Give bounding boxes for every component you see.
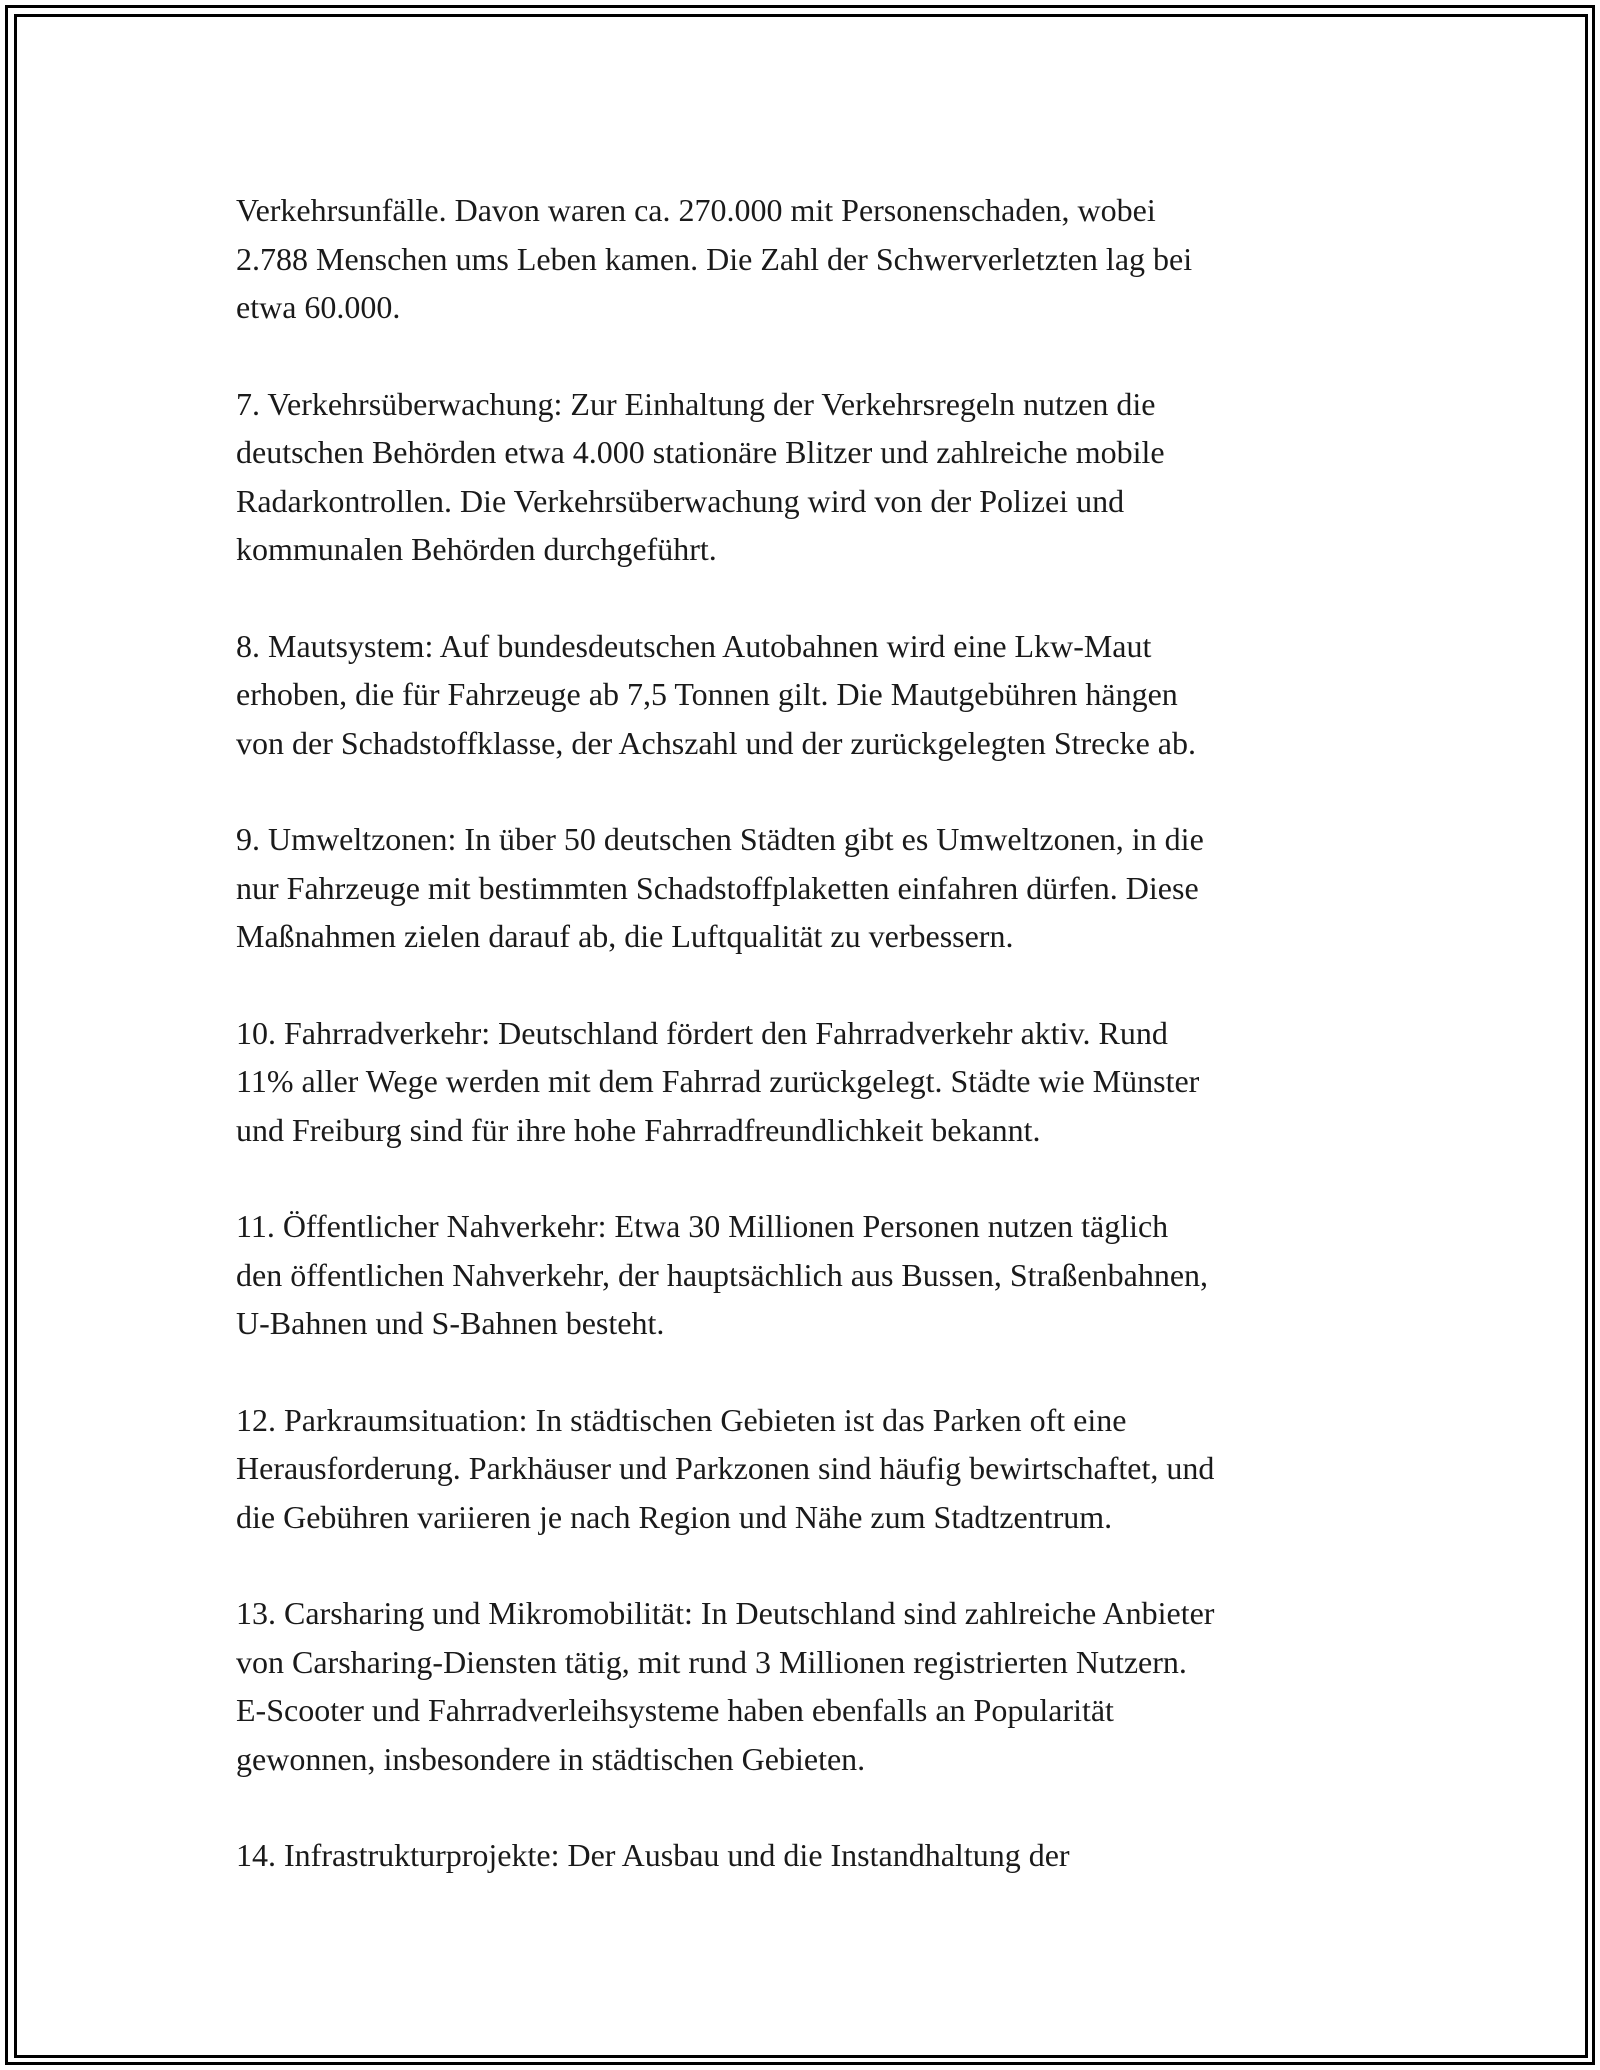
text-line: von der Schadstoffklasse, der Achszahl und der zurückgelegten Strecke ab. [236, 724, 1196, 761]
paragraph-environmental-zones [236, 815, 1376, 961]
text-line: gewonnen, insbesondere in städtischen Gebieten. [236, 1740, 866, 1777]
text-line: 7. Verkehrsüberwachung: Zur Einhaltung der Verkehrsregeln nutzen die [236, 385, 1156, 422]
text-line: 11% aller Wege werden mit dem Fahrrad zurückgelegt. Städte wie Münster [236, 1063, 1200, 1099]
text-line: kommunalen Behörden durchgeführt. [236, 531, 717, 567]
paragraph-carsharing [236, 1589, 1376, 1783]
text-line: 9. Umweltzonen: In über 50 deutschen Städten gibt es Umweltzonen, in die [236, 821, 1204, 857]
document-body [236, 186, 1376, 1928]
text-line: 2.788 Menschen ums Leben kamen. Die Zahl der Schwerverletzten lag bei [236, 240, 1193, 277]
paragraph-accidents [236, 186, 1376, 332]
text-line: und Freiburg sind für ihre hohe Fahrradfreundlichkeit bekannt. [236, 1111, 1041, 1148]
text-line: deutschen Behörden etwa 4.000 stationäre Blitzer und zahlreiche mobile [236, 434, 1165, 470]
text-line: von Carsharing-Diensten tätig, mit rund 3 Millionen registrierten Nutzern. [236, 1643, 1187, 1680]
text-line: etwa 60.000. [236, 289, 401, 325]
text-line: U-Bahnen und S-Bahnen besteht. [236, 1305, 665, 1341]
paragraph-bicycle-traffic [236, 1009, 1376, 1155]
text-line: 13. Carsharing und Mikromobilität: In Deutschland sind zahlreiche Anbieter [236, 1595, 1215, 1631]
paragraph-public-transport [236, 1202, 1376, 1348]
text-line: E-Scooter und Fahrradverleihsysteme haben ebenfalls an Popularität [236, 1692, 1114, 1728]
text-line: Maßnahmen zielen darauf ab, die Luftqualität zu verbessern. [236, 918, 1014, 954]
text-line: die Gebühren variieren je nach Region und Nähe zum Stadtzentrum. [236, 1498, 1113, 1535]
text-line: den öffentlichen Nahverkehr, der hauptsächlich aus Bussen, Straßenbahnen, [236, 1256, 1209, 1293]
paragraph-toll-system [236, 622, 1376, 768]
text-line: nur Fahrzeuge mit bestimmten Schadstoffplaketten einfahren dürfen. Diese [236, 869, 1199, 906]
paragraph-parking [236, 1396, 1376, 1542]
text-line: 10. Fahrradverkehr: Deutschland fördert den Fahrradverkehr aktiv. Rund [236, 1014, 1168, 1051]
paragraph-infrastructure [236, 1831, 1376, 1880]
text-line: Radarkontrollen. Die Verkehrsüberwachung wird von der Polizei und [236, 482, 1125, 519]
text-line: Verkehrsunfälle. Davon waren ca. 270.000 mit Personenschaden, wobei [236, 192, 1156, 228]
text-line: 8. Mautsystem: Auf bundesdeutschen Autobahnen wird eine Lkw-Maut [236, 627, 1152, 664]
text-line: 11. Öffentlicher Nahverkehr: Etwa 30 Millionen Personen nutzen täglich [236, 1208, 1169, 1244]
text-line: 14. Infrastrukturprojekte: Der Ausbau und die Instandhaltung der [236, 1837, 1070, 1873]
text-line: 12. Parkraumsituation: In städtischen Gebieten ist das Parken oft eine [236, 1401, 1127, 1438]
text-line: Herausforderung. Parkhäuser und Parkzonen sind häufig bewirtschaftet, und [236, 1450, 1215, 1486]
text-line: erhoben, die für Fahrzeuge ab 7,5 Tonnen gilt. Die Mautgebühren hängen [236, 676, 1178, 712]
paragraph-traffic-monitoring [236, 380, 1376, 574]
